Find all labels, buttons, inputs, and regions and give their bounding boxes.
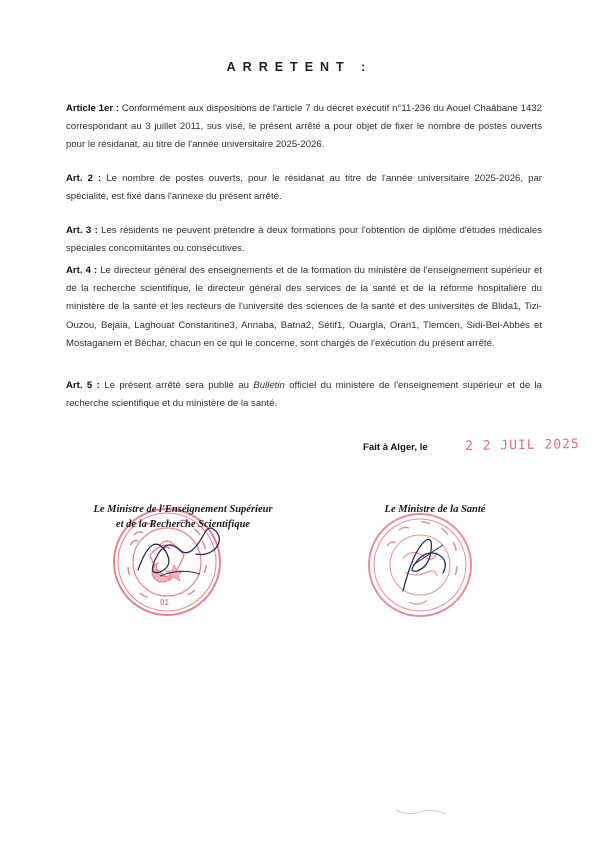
- article-4-label: Art. 4 :: [66, 265, 98, 276]
- article-5-text-italic: Bulletin: [253, 380, 285, 391]
- right-minister-title: Le Ministre de la Santé: [384, 504, 486, 515]
- article-2: [66, 170, 542, 206]
- left-minister-line1: Le Ministre de l'Enseignement Supérieur: [93, 504, 273, 515]
- article-2-label: Art. 2 :: [66, 173, 102, 184]
- right-signature: [383, 525, 473, 605]
- left-minister-line2: et de la Recherche Scientifique: [115, 519, 251, 530]
- page-heading: ARRETENT :: [226, 60, 373, 74]
- article-4-text: Le directeur général des enseignements et de la formation du ministère de l'enseignement supérieur et de la recherche scientifique, le directeur général des services de la santé et de la réforme hospitalière du ministère de la santé et les recteurs de l'université des sciences de la santé et des universités de Blida1, Tizi-Ouzou, Bejaia, Laghouat Constantine3, Annaba, Batna2, Sétif1, Ouargla, Oran1, Tlemcen, Sidi-Bel-Abbès et Mostaganem et Béchar, chacun en ce qui le concerne, sont chargés de l'exécution du présent arrêté.: [66, 265, 542, 349]
- article-3-text: Les résidents ne peuvent prétendre à deux formations pour l'obtention de diplôme d'études médicales spéciales concomitantes ou consécutives.: [66, 225, 542, 255]
- article-3-label: Art. 3 :: [66, 225, 98, 236]
- article-4: [66, 262, 542, 353]
- article-5-label: Art. 5 :: [66, 380, 100, 391]
- left-seal-number: 01: [160, 598, 169, 607]
- article-5-text-before: Le présent arrêté sera publié au: [104, 380, 254, 391]
- place-date-label: Fait à Alger, le: [363, 442, 428, 453]
- article-1: [66, 100, 542, 155]
- article-1-label: Article 1er :: [66, 103, 120, 114]
- date-stamp: 2 2 JUIL 2025: [464, 436, 580, 455]
- article-1-text: Conformément aux dispositions de l'article 7 du décret exécutif n°11-236 du Aouel Chaâbane 1432 correspondant au 3 juillet 2011, sus visé, le présent arrêté a pour objet de fixer le nombre de postes ouverts pour le résidanat, au titre de l'année universitaire 2025-2026.: [66, 103, 542, 151]
- article-5-text-after: officiel du ministère de l'enseignement supérieur et de la recherche scientifique et du ministère de la santé.: [66, 380, 543, 410]
- article-3: [66, 222, 542, 258]
- faint-stamp-mark: [392, 800, 452, 820]
- article-2-text: Le nombre de postes ouverts, pour le résidanat au titre de l'année universitaire 2025-2026, par spécialité, est fixé dans l'annexe du présent arrêté.: [66, 173, 543, 203]
- article-5: [66, 377, 542, 413]
- left-signature: [120, 520, 240, 590]
